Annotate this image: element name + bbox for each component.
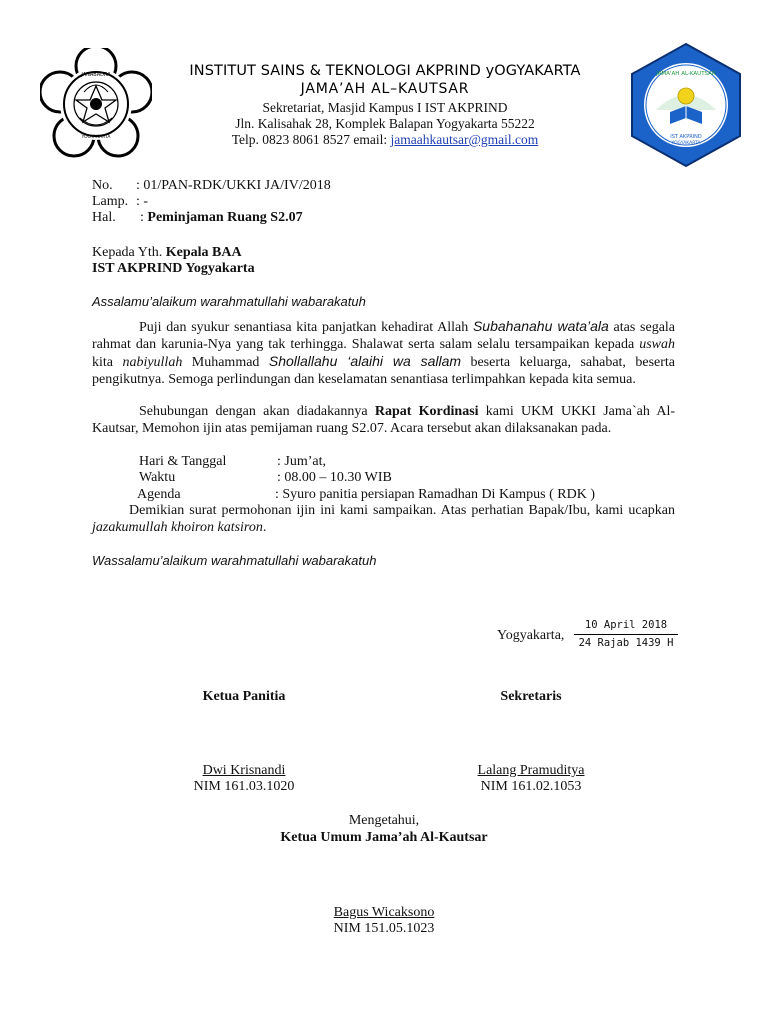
closing-text-1: Demikian surat permohonan ijin ini kami sampaikan. Atas perhatian Bapak/Ibu, kami ucapkan: [129, 503, 675, 518]
p2-bold-1: Rapat Kordinasi: [374, 404, 479, 419]
detail-value-time: : 08.00 – 10.30 WIB: [277, 470, 392, 485]
institute-logo: [40, 48, 152, 160]
letter-attachment: [92, 193, 148, 210]
p1-text-1: Puji dan syukur senantiasa kita panjatkan kehadirat Allah: [139, 320, 473, 335]
farewell: Wassalamu’alaikum warahmatullahi wabarakatuh: [92, 553, 377, 568]
signer-left-nim: NIM 161.03.1020: [193, 779, 295, 794]
organization-logo: [626, 40, 746, 170]
email-link[interactable]: jamaahkautsar@gmail.com: [390, 132, 539, 147]
p1-text-2: atas segala rahmat dan karunia-Nya yang tak terhingga. Shalawat serta salam selalu tersampaikan kepada: [92, 320, 676, 352]
letter-number: [92, 177, 331, 194]
detail-label-day: Hari & Tanggal: [139, 454, 227, 469]
signer-center-nim: NIM 151.05.1023: [333, 921, 435, 936]
no-value: : 01/PAN-RDK/UKKI JA/IV/2018: [136, 178, 331, 193]
recipient-name: Kepala BAA: [165, 245, 242, 260]
detail-label-agenda: Agenda: [137, 487, 181, 502]
svg-text:JANABADRA: JANABADRA: [81, 72, 111, 78]
svg-text:IST AKPRIND: IST AKPRIND: [670, 134, 702, 140]
phone-text: Telp. 0823 8061 8527 email:: [231, 132, 391, 147]
signer-right-name: Lalang Pramuditya: [477, 763, 585, 778]
hal-value: Peminjaman Ruang S2.07: [147, 210, 303, 225]
lamp-value: : -: [136, 194, 149, 209]
lamp-label: Lamp.: [92, 194, 129, 209]
detail-value-day: : Jum’at,: [277, 454, 326, 469]
recipient-institution: IST AKPRIND Yogyakarta: [92, 261, 255, 276]
p2-text-1: Sehubungan dengan akan diadakannya: [139, 404, 375, 419]
paragraph-opening: [92, 318, 675, 388]
paragraph-request: [92, 403, 675, 437]
signer-left-title: Ketua Panitia: [202, 689, 286, 704]
p1-italic-4: Shollallahu ‘alaihi wa sallam: [268, 353, 462, 369]
recipient-prefix: Kepada Yth.: [92, 245, 166, 260]
signer-right-nim: NIM 161.02.1053: [480, 779, 582, 794]
signer-right-name-wrap: [441, 763, 621, 779]
institution-name: INSTITUT SAINS & TEKNOLOGI AKPRIND yOGYAKARTA: [189, 63, 581, 79]
hal-label: Hal.: [92, 210, 116, 225]
organization-name: JAMA’AH AL–KAUTSAR: [300, 81, 470, 97]
closing-text-2: .: [262, 520, 267, 535]
signer-center-title: Ketua Umum Jama’ah Al-Kautsar: [280, 830, 488, 845]
signer-left-name: Dwi Krisnandi: [202, 763, 286, 778]
p1-text-3: kita: [92, 355, 123, 370]
letter-subject: [92, 209, 303, 226]
svg-text:YOGYAKARTA: YOGYAKARTA: [81, 135, 111, 140]
detail-row-time: [139, 469, 392, 486]
secretariat-line: Sekretariat, Masjid Kampus I IST AKPRIND: [262, 100, 508, 115]
p1-text-4: Muhammad: [182, 355, 269, 370]
paragraph-closing: [92, 502, 675, 536]
date-hijri: 24 Rajab 1439 H: [578, 637, 674, 649]
date-masehi: 10 April 2018: [584, 619, 668, 631]
hal-colon: :: [140, 210, 144, 225]
svg-text:YOGYAKARTA: YOGYAKARTA: [671, 141, 701, 146]
signer-center-name-wrap: [294, 905, 474, 921]
p1-text-5: beserta keluarga, sahabat, beserta pengikutnya. Semoga perlindungan dan keselamatan senantiasa terlimpahkan kepada kita semua.: [92, 355, 676, 387]
recipient-line: [92, 244, 242, 261]
contact-line: [160, 132, 610, 148]
detail-value-agenda: : Syuro panitia persiapan Ramadhan Di Kampus ( RDK ): [275, 487, 595, 502]
p1-italic-2: uswah: [639, 337, 675, 352]
signer-left-name-wrap: [154, 763, 334, 779]
date-divider: [574, 634, 678, 635]
closing-italic: jazakumullah khoiron katsiron: [92, 520, 263, 535]
p1-italic-3: nabiyullah: [122, 355, 183, 370]
greeting: Assalamu’alaikum warahmatullahi wabarakatuh: [92, 294, 366, 309]
p2-text-2: kami UKM UKKI Jama`ah Al-Kautsar, Memohon ijin atas pemijaman ruang S2.07. Acara tersebut akan dilaksanakan pada.: [92, 404, 675, 436]
detail-row-day: [139, 453, 326, 470]
address-line: Jln. Kalisahak 28, Komplek Balapan Yogyakarta 55222: [235, 116, 535, 131]
no-label: No.: [92, 178, 113, 193]
detail-row-agenda: [137, 486, 595, 503]
signer-center-name: Bagus Wicaksono: [333, 905, 435, 920]
detail-label-time: Waktu: [139, 470, 176, 485]
acknowledge-text: Mengetahui,: [348, 813, 420, 828]
svg-text:JAMA'AH AL-KAUTSAR: JAMA'AH AL-KAUTSAR: [656, 71, 716, 77]
signer-right-title: Sekretaris: [500, 689, 562, 704]
p1-italic-1: Subahanahu wata’ala: [472, 318, 609, 334]
place-text: Yogyakarta,: [497, 628, 565, 643]
